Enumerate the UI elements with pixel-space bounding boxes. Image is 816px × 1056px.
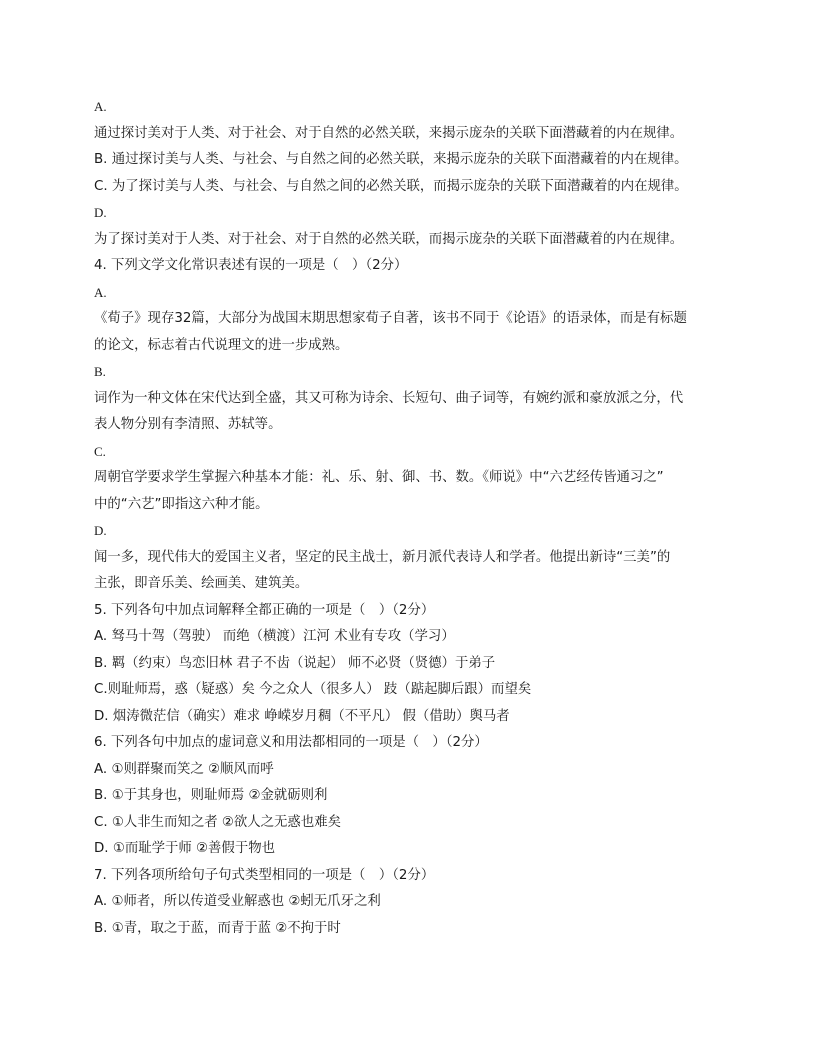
text-line: C.则耻师焉，惑（疑惑）矣 今之众人（很多人） 跂（踮起脚后跟）而望矣 [94, 682, 532, 697]
text-line: A. ①则群聚而笑之 ②顺风而呼 [94, 761, 274, 777]
text-line: 表人物分别有李清照、苏轼等。 [94, 417, 282, 432]
option-letter: D. [94, 205, 107, 220]
option-letter: B. [94, 364, 106, 379]
question-stem: 5. 下列各句中加点词解释全都正确的一项是（ ）（2分） [94, 602, 435, 618]
option-letter: A. [94, 99, 107, 114]
text-line: 周朝官学要求学生掌握六种基本才能：礼、乐、射、御、书、数。《师说》中“六艺经传皆通习之” [94, 470, 664, 485]
text-line: B. 羁（约束）鸟恋旧林 君子不齿（说起） 师不必贤（贤德）于弟子 [94, 655, 496, 671]
question-stem: 7. 下列各项所给句子句式类型相同的一项是（ ）（2分） [94, 867, 435, 883]
text-line: B. ①于其身也，则耻师焉 ②金就砺则利 [94, 788, 328, 803]
text-line: 词作为一种文体在宋代达到全盛，其又可称为诗余、长短句、曲子词等，有婉约派和豪放派之分，代 [94, 390, 684, 406]
text-line: 通过探讨美对于人类、对于社会、对于自然的必然关联，来揭示庞杂的关联下面潜藏着的内在规律。 [94, 125, 684, 141]
option-letter: A. [94, 284, 107, 300]
question-stem: 4. 下列文学文化常识表述有误的一项是（ ）（2分） [94, 258, 408, 273]
text-line: 的论文，标志着古代说理文的进一步成熟。 [94, 337, 349, 353]
option-letter: C. [94, 443, 106, 459]
text-line: 为了探讨美对于人类、对于社会、对于自然的必然关联，而揭示庞杂的关联下面潜藏着的内在规律。 [94, 231, 684, 247]
text-line: 中的“六艺”即指这六种才能。 [94, 496, 269, 512]
text-line: 主张，即音乐美、绘画美、建筑美。 [94, 576, 309, 591]
text-line: B. 通过探讨美与人类、与社会、与自然之间的必然关联，来揭示庞杂的关联下面潜藏着的内在规律。 [94, 152, 688, 167]
text-line: 闻一多，现代伟大的爱国主义者，坚定的民主战士，新月派代表诗人和学者。他提出新诗“三美”的 [94, 549, 671, 565]
text-line: 《荀子》现存32篇，大部分为战国末期思想家荀子自著，该书不同于《论语》的语录体，而是有标题 [94, 311, 687, 326]
question-stem: 6. 下列各句中加点的虚词意义和用法都相同的一项是（ ）（2分） [94, 735, 488, 750]
text-line: A. ①师者，所以传道受业解惑也 ②蚓无爪牙之利 [94, 894, 381, 909]
document-page [94, 94, 724, 942]
text-line: A. 驽马十驾（驾驶） 而绝（横渡）江河 术业有专攻（学习） [94, 629, 455, 644]
text-line: D. 烟涛微茫信（确实）难求 峥嵘岁月稠（不平凡） 假（借助）舆马者 [94, 708, 510, 724]
text-line: B. ①青，取之于蓝，而青于蓝 ②不拘于时 [94, 920, 341, 936]
text-line: C. ①人非生而知之者 ②欲人之无惑也难矣 [94, 814, 341, 830]
text-line: D. ①而耻学于师 ②善假于物也 [94, 841, 275, 856]
option-letter: D. [94, 523, 107, 538]
text-line: C. 为了探讨美与人类、与社会、与自然之间的必然关联，而揭示庞杂的关联下面潜藏着的内在规律。 [94, 178, 688, 194]
